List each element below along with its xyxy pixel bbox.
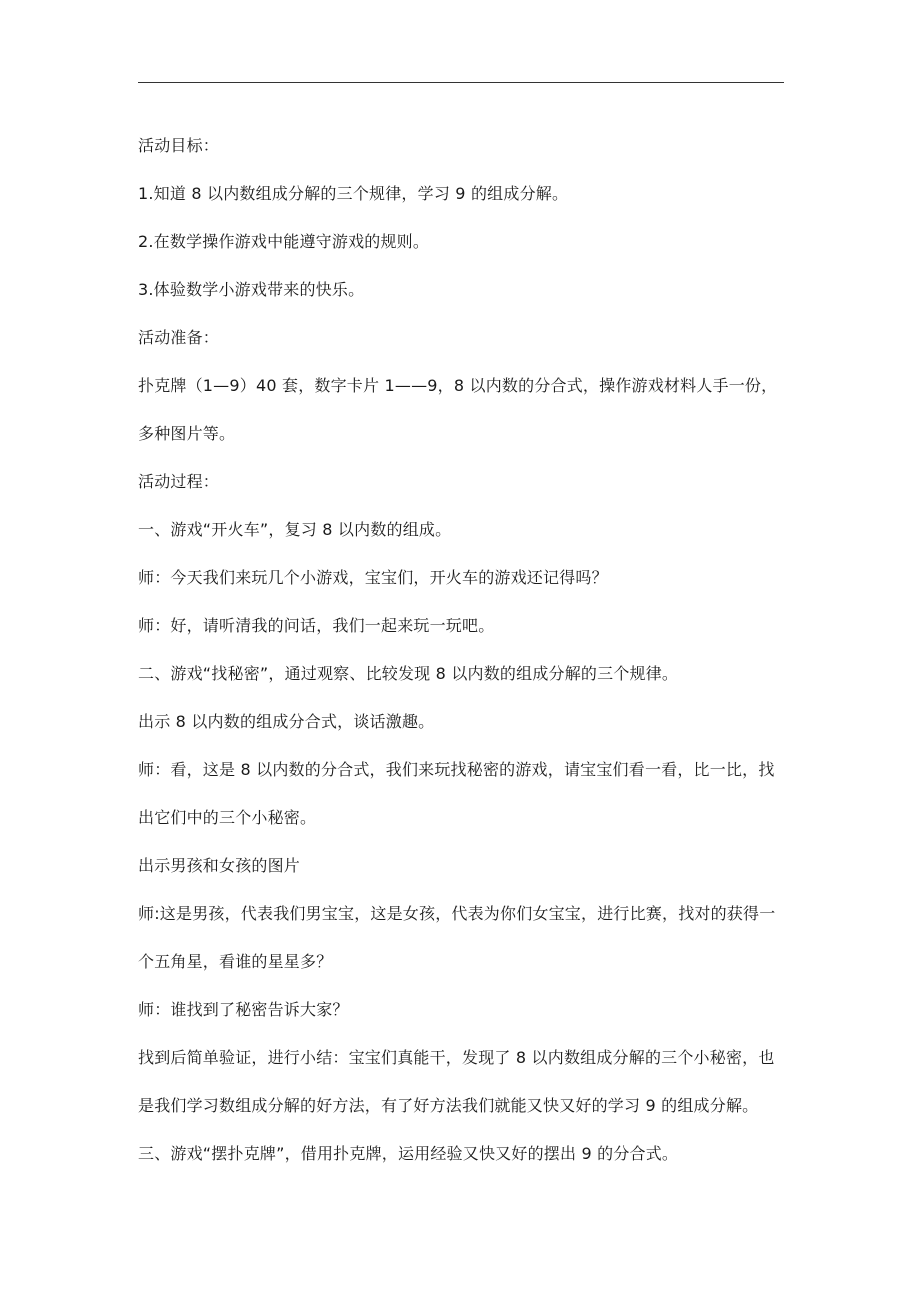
section-heading-process: 活动过程： [138, 472, 220, 491]
teacher-line-2: 师：好，请听清我的问话，我们一起来玩一玩吧。 [138, 616, 495, 635]
step-1-heading: 一、游戏“开火车”，复习 8 以内数的组成。 [138, 520, 452, 539]
step-2-show-formula: 出示 8 以内数的组成分合式，谈话激趣。 [138, 712, 435, 731]
teacher-line-5: 师：谁找到了秘密告诉大家？ [138, 1000, 349, 1019]
preparation-text-line-2: 多种图片等。 [138, 424, 236, 443]
teacher-line-1: 师：今天我们来玩几个小游戏，宝宝们，开火车的游戏还记得吗？ [138, 568, 608, 587]
teacher-line-4a: 师:这是男孩，代表我们男宝宝，这是女孩，代表为你们女宝宝，进行比赛，找对的获得一 [138, 904, 776, 923]
goal-item-2: 2.在数学操作游戏中能遵守游戏的规则。 [138, 232, 430, 251]
section-heading-preparation: 活动准备： [138, 328, 220, 347]
summary-line-2: 是我们学习数组成分解的好方法，有了好方法我们就能又快又好的学习 9 的组成分解。 [138, 1096, 759, 1115]
step-2-heading: 二、游戏“找秘密”，通过观察、比较发现 8 以内数的组成分解的三个规律。 [138, 664, 679, 683]
teacher-line-4b: 个五角星，看谁的星星多？ [138, 952, 333, 971]
section-heading-goals: 活动目标： [138, 136, 220, 155]
goal-item-1: 1.知道 8 以内数组成分解的三个规律，学习 9 的组成分解。 [138, 184, 569, 203]
step-3-heading: 三、游戏“摆扑克牌”，借用扑克牌，运用经验又快又好的摆出 9 的分合式。 [138, 1144, 679, 1163]
teacher-line-3a: 师：看，这是 8 以内数的分合式，我们来玩找秘密的游戏，请宝宝们看一看，比一比，找 [138, 760, 775, 779]
teacher-line-3b: 出它们中的三个小秘密。 [138, 808, 317, 827]
summary-line-1: 找到后简单验证，进行小结：宝宝们真能干，发现了 8 以内数组成分解的三个小秘密，也 [138, 1048, 775, 1067]
step-2-show-pictures: 出示男孩和女孩的图片 [138, 856, 301, 875]
header-rule [138, 82, 784, 83]
preparation-text-line-1: 扑克牌（1—9）40 套，数字卡片 1——9，8 以内数的分合式，操作游戏材料人手一份， [138, 376, 778, 395]
goal-item-3: 3.体验数学小游戏带来的快乐。 [138, 280, 365, 299]
